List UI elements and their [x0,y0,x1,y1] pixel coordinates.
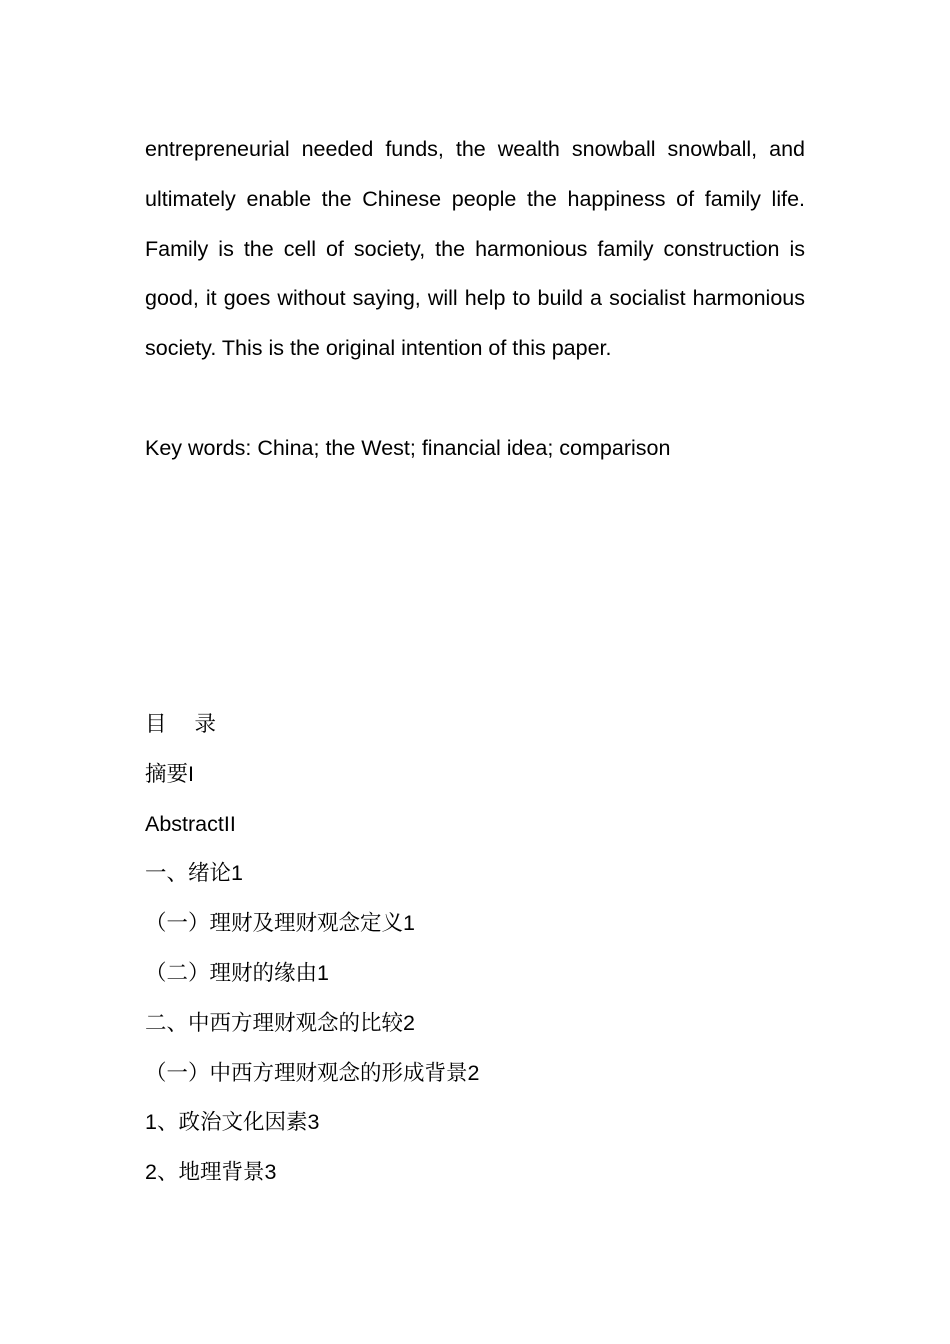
toc-entry[interactable]: 2、地理背景3 [145,1160,277,1185]
toc-entry[interactable]: AbstractII [145,811,236,836]
toc-entry[interactable]: （二）理财的缘由1 [145,960,329,985]
toc-entry[interactable]: 一、绪论1 [145,861,243,886]
toc-title-char-1: 目 [145,712,167,736]
toc-title-char-2: 录 [194,712,217,736]
abstract-section [145,125,805,374]
keywords-line: Key words: China; the West; financial idea; comparison [145,436,671,460]
toc-list [145,750,805,1198]
toc-entry[interactable]: 二、中西方理财观念的比较2 [145,1010,415,1035]
toc-entry[interactable]: 摘要I [145,761,194,786]
table-of-contents [145,700,805,1198]
toc-entry[interactable]: 1、政治文化因素3 [145,1110,320,1135]
abstract-paragraph: entrepreneurial needed funds, the wealth snowball snowball, and ultimately enable the Chinese people the happiness of family life. Family is the cell of society, the harmonious family construction is good, it goes without saying, will help to build a socialist harmonious society. This is the original intention of this paper. [145,137,805,361]
toc-title [145,700,805,750]
toc-entry[interactable]: （一）中西方理财观念的形成背景2 [145,1060,480,1085]
toc-entry[interactable]: （一）理财及理财观念定义1 [145,911,415,936]
